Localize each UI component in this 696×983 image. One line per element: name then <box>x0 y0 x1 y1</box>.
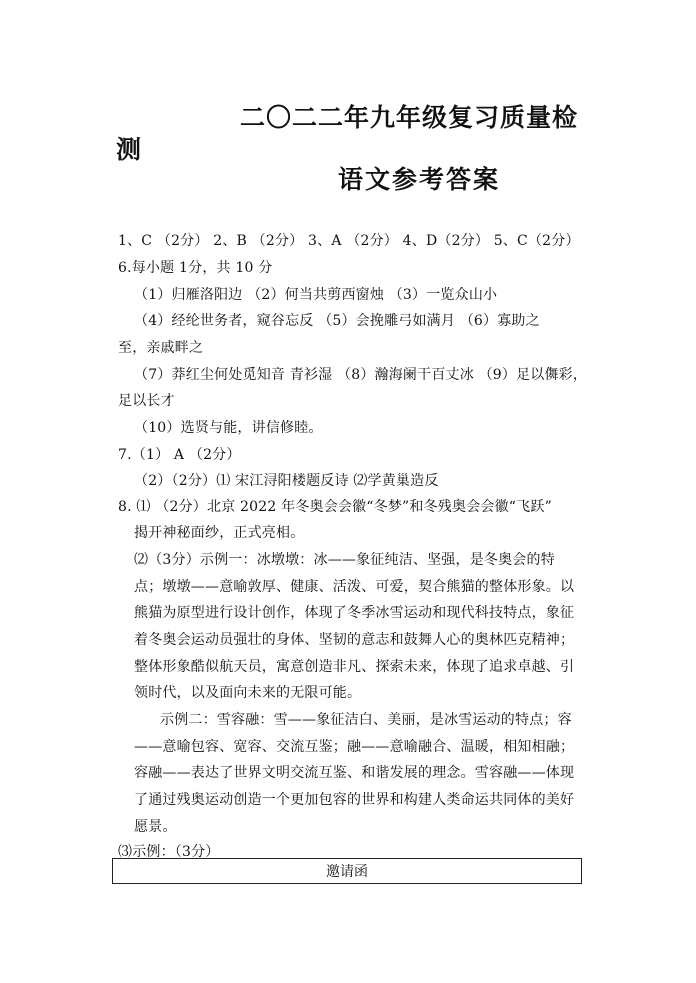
answer-line-q6-d: （10）选贤与能，讲信修睦。 <box>134 420 323 436</box>
answer-line-q8-3: ⑶示例：（3分） <box>118 844 220 860</box>
answer-line-q8-2-j: 了通过残奥运动创造一个更加包容的世界和构建人类命运共同体的美好 <box>134 792 575 808</box>
answer-line-q8-2-b: 点；墩墩——意喻敦厚、健康、活泼、可爱，契合熊猫的整体形象。以 <box>134 579 575 595</box>
document-title-continued: 测 <box>116 135 143 164</box>
invitation-box <box>112 858 582 884</box>
answer-line-q8-2-f: 领时代，以及面向未来的无限可能。 <box>134 685 362 701</box>
answer-line-q8-2-h: ——意喻包容、宽容、交流互鉴；融——意喻融合、温暖，相知相融； <box>134 739 575 755</box>
answer-line-q8-1-cont: 揭开神秘面纱，正式亮相。 <box>134 525 305 541</box>
answer-line-q8-2-a: ⑵（3分）示例一：冰墩墩：冰——象征纯洁、坚强，是冬奥会的特 <box>134 552 555 568</box>
answer-line-q6-c-cont: 足以长才 <box>118 393 175 409</box>
answer-line-q8-2-e: 整体形象酷似航天员，寓意创造非凡、探索未来，体现了追求卓越、引 <box>134 659 575 675</box>
answer-line-q6-a: （1）归雁洛阳边 （2）何当共剪西窗烛 （3）一览众山小 <box>134 287 498 303</box>
answer-line-q6-b: （4）经纶世务者，窥谷忘反 （5）会挽雕弓如满月 （6）寡助之 <box>134 313 540 329</box>
answer-line-q6-c: （7）莽红尘何处觅知音 青衫湿 （8）瀚海阑干百丈冰 （9）足以儛彩， <box>134 367 588 383</box>
answer-line-q7-2: （2）（2分）⑴ 宋江浔阳楼题反诗 ⑵学黄巢造反 <box>134 473 439 489</box>
answer-line-mc: 1、C （2分） 2、B （2分） 3、A （2分） 4、D（2分） 5、C（2分） <box>118 233 580 249</box>
answer-line-q8-2-k: 愿景。 <box>134 819 177 835</box>
answer-line-q8-2-g: 示例二：雪容融：雪——象征洁白、美丽，是冰雪运动的特点；容 <box>160 712 572 728</box>
answer-line-q8-2-i: 容融——表达了世界文明交流互鉴、和谐发展的理念。雪容融——体现 <box>134 765 575 781</box>
invitation-box-title: 邀请函 <box>326 864 368 880</box>
answer-line-q8-2-d: 着冬奥会运动员强壮的身体、坚韧的意志和鼓舞人心的奥林匹克精神； <box>134 632 575 648</box>
answer-line-q8-2-c: 熊猫为原型进行设计创作，体现了冬季冰雪运动和现代科技特点，象征 <box>134 605 575 621</box>
document-subtitle: 语文参考答案 <box>338 165 501 194</box>
document-title: 二〇二二年九年级复习质量检 <box>240 103 579 132</box>
answer-line-q6-b-cont: 至，亲戚畔之 <box>118 340 204 356</box>
answer-line-q7-1: 7.（1） A （2分） <box>118 447 241 463</box>
answer-line-q8-1: 8. ⑴ （2分）北京 2022 年冬奥会会徽“冬梦”和冬残奥会会徽“飞跃” <box>118 499 552 515</box>
answer-line-q6-header: 6.每小题 1分，共 10 分 <box>118 260 273 276</box>
